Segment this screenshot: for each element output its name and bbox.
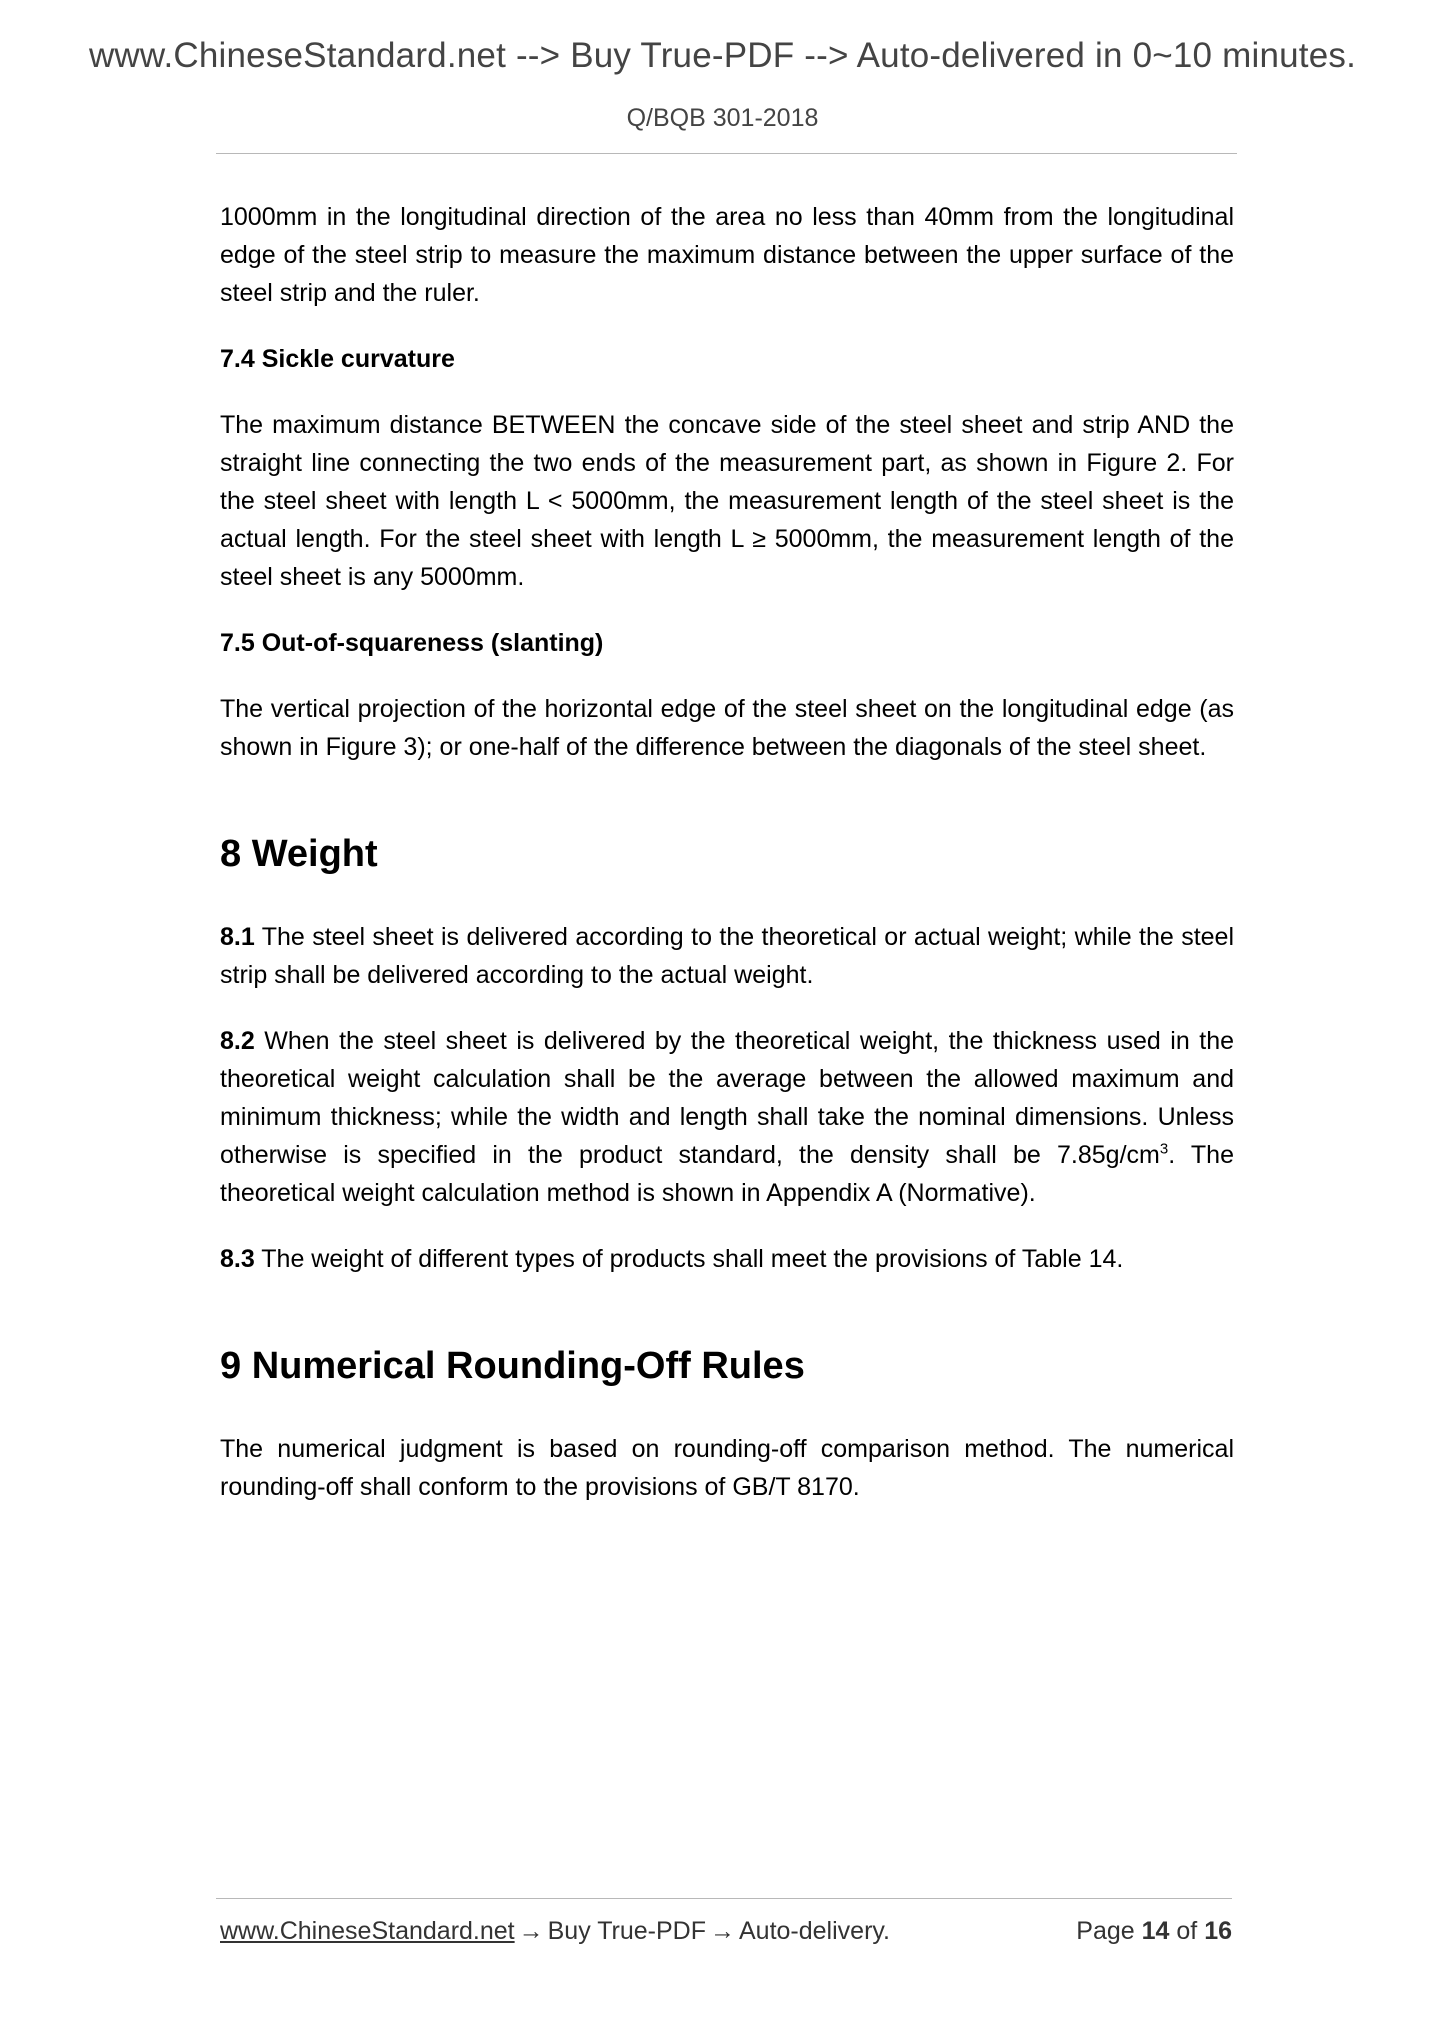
paragraph-9: The numerical judgment is based on rounding-off comparison method. The numerical rounding-off shall conform to the provisions of GB/T 8170. <box>220 1435 1234 1501</box>
page-current: 14 <box>1141 1917 1170 1945</box>
clause-text-continued: . The theoretical weight calculation method is shown in Appendix A (Normative). <box>220 1141 1234 1207</box>
paragraph-8-2 <box>220 1022 1234 1212</box>
header-divider <box>216 153 1237 154</box>
page-label: Page <box>1076 1917 1135 1945</box>
clause-text: When the steel sheet is delivered by the theoretical weight, the thickness used in the theoretical weight calculation shall be the average between the allowed maximum and minimum thickness; while the width and length shall take the nominal dimensions. Unless otherwise is specified in the product standard, the density shall be 7.85g/cm <box>220 1027 1235 1169</box>
paragraph-8-1 <box>220 918 1234 994</box>
clause-number: 8.2 <box>220 1027 255 1055</box>
footer-left <box>220 1917 890 1946</box>
heading-7-5: 7.5 Out-of-squareness (slanting) <box>220 629 604 657</box>
page-of-label: of <box>1176 1917 1198 1945</box>
document-body <box>220 198 1234 1534</box>
arrow-right-icon: → <box>518 1917 544 1945</box>
standard-code: Q/BQB 301-2018 <box>626 104 819 132</box>
heading-9-rounding: 9 Numerical Rounding-Off Rules <box>220 1345 805 1387</box>
site-link[interactable]: www.ChineseStandard.net <box>220 1917 515 1945</box>
site-banner: www.ChineseStandard.net --> Buy True-PDF --> Auto-delivered in 0~10 minutes. <box>88 36 1357 75</box>
buy-text: Buy True-PDF <box>547 1917 706 1945</box>
clause-text: The steel sheet is delivered according to the theoretical or actual weight; while the steel strip shall be delivered according to the actual weight. <box>220 923 1235 989</box>
clause-text: The weight of different types of products shall meet the provisions of Table 14. <box>261 1245 1124 1273</box>
paragraph-7-5: The vertical projection of the horizontal edge of the steel sheet on the longitudinal edge (as shown in Figure 3); or one-half of the difference between the diagonals of the steel sheet. <box>220 695 1234 761</box>
intro-paragraph: 1000mm in the longitudinal direction of the area no less than 40mm from the longitudinal edge of the steel strip to measure the maximum distance between the upper surface of the steel strip and the ruler. <box>220 203 1234 307</box>
paragraph-8-3 <box>220 1240 1234 1278</box>
clause-number: 8.3 <box>220 1245 255 1273</box>
paragraph-7-4: The maximum distance BETWEEN the concave side of the steel sheet and strip AND the straight line connecting the two ends of the measurement part, as shown in Figure 2. For the steel sheet with length L < 5000mm, the measurement length of the steel sheet is the actual length. For the steel sheet with length L ≥ 5000mm, the measurement length of the steel sheet is any 5000mm. <box>220 411 1234 591</box>
superscript: 3 <box>1159 1140 1169 1158</box>
clause-number: 8.1 <box>220 923 255 951</box>
heading-8-weight: 8 Weight <box>220 833 378 875</box>
page-indicator <box>1076 1917 1232 1946</box>
heading-7-4: 7.4 Sickle curvature <box>220 345 455 373</box>
page-total: 16 <box>1204 1917 1232 1945</box>
delivery-text: Auto-delivery. <box>739 1917 890 1945</box>
footer-divider <box>216 1898 1232 1899</box>
arrow-right-icon: → <box>710 1917 735 1945</box>
